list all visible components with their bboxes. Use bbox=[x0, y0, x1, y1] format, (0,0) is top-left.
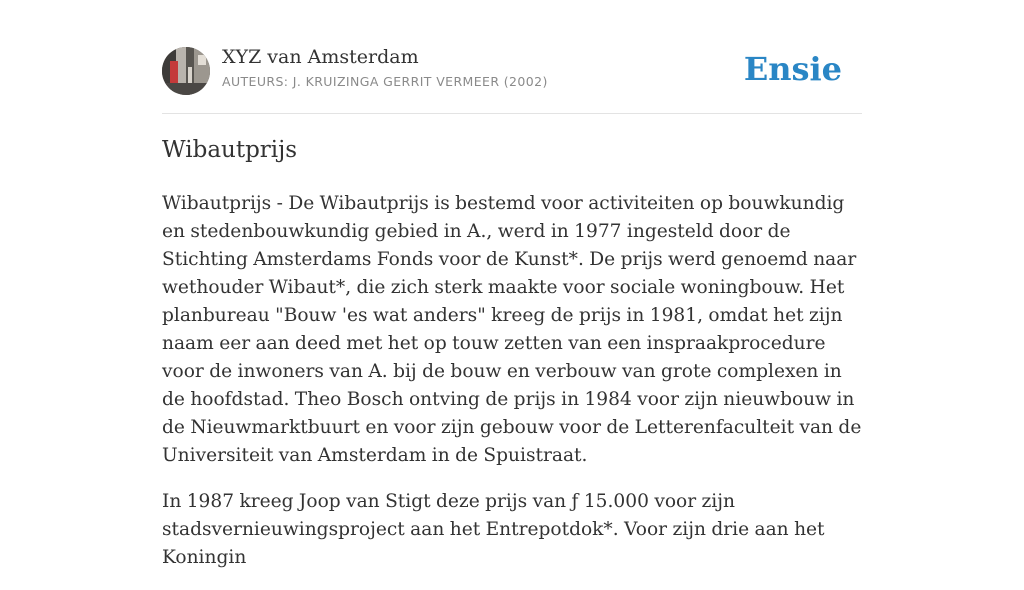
entry-paragraph: Wibautprijs - De Wibautprijs is bestemd voor activiteiten op bouwkundig en stedenbouwkundig gebied in A., werd in 1977 ingesteld door de Stichting Amsterdams Fonds voor de Kunst*. De prijs werd genoemd naar wethouder Wibaut*, die zich sterk maakte voor sociale woningbouw. Het planbureau "Bouw 'es wat anders" kreeg de prijs in 1981, omdat het zijn naam eer aan deed met het op touw zetten van een inspraakprocedure voor de inwoners van A. bij de bouw en verbouw van grote complexen in de hoofdstad. Theo Bosch ontving de prijs in 1984 voor zijn nieuwbouw in de Nieuwmarktbuurt en voor zijn gebouw voor de Letterenfaculteit van de Universiteit van Amsterdam in de Spuistraat. bbox=[162, 193, 862, 466]
book-cover-thumbnail-icon bbox=[162, 47, 210, 95]
source-avatar[interactable] bbox=[162, 47, 210, 95]
entry-paragraph: In 1987 kreeg Joop van Stigt deze prijs van ƒ 15.000 voor zijn stadsvernieuwingsproject aan het Entrepotdok*. Voor zijn drie aan het Koningin bbox=[162, 491, 825, 568]
header-divider bbox=[162, 113, 862, 114]
source-authors: AUTEURS: J. KRUIZINGA GERRIT VERMEER (2002) bbox=[222, 74, 548, 89]
source-header bbox=[162, 46, 862, 96]
source-title[interactable]: XYZ van Amsterdam bbox=[222, 46, 419, 68]
ensie-logo[interactable]: Ensie bbox=[743, 50, 842, 88]
entry-title: Wibautprijs bbox=[162, 137, 298, 163]
entry-body bbox=[162, 190, 862, 590]
